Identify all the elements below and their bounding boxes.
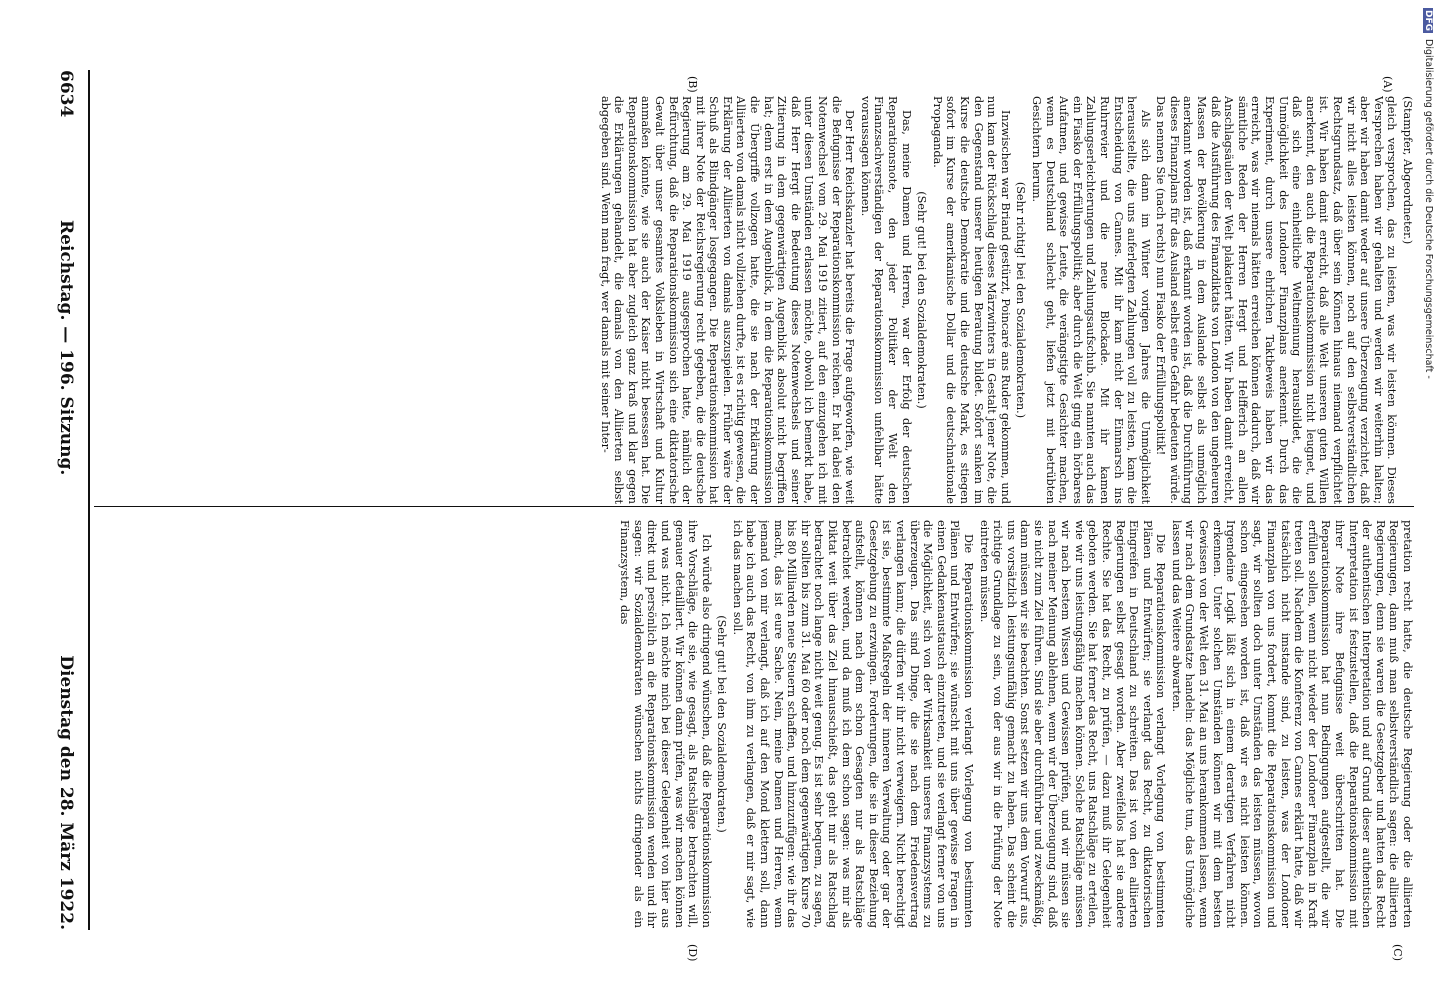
- left-column: [98, 96, 1414, 504]
- page-number: 6634: [56, 70, 76, 118]
- footer-text-line: [1418, 8, 1434, 992]
- paragraph: Der Herr Reichskanzler hat bereits die Frage aufgeworfen, wie weit die Befugnisse der Reparationskommission reichen. Er hat dabei den Notenwechsel vom 29. Mai 1919 zitiert, auf den einzugehen ich mit unter diesen Umständen erlassen möchte, obwohl ich bemerkt habe, daß Herr Hergt die Bedeutung dieses Notenwechsels und seiner Zitierung in dem gegenwärtigen Augenblick absolut nicht begriffen hat; denn erst in dem Augenblick, in dem die Reparationskommission die Übergriffe vollzogen hatte, die sie nach der Erklärung der Alliierten von damals nicht vollziehen durfte, ist es richtig gewesen, die Erklärung der Alliierten von damals auszuspielen. Früher wäre der Schuß als Blindgänger losgegangen. Die Reparationskommission hat mit ihrer Note der Reichsregierung recht gegeben, die die deutsche Regierung am 29. Mai 1919 ausgesprochen hatte, nämlich der Befürchtung, daß die Reparationskommission sich eine diktatorische Gewalt über unser gesamtes Volksleben in Wirtschaft und Kultur anmaßen könnte, wie sie auch der Kaiser nicht besessen hat. Die Reparationskommission hat aber zugleich ganz kraß und klar gegen die Erklärungen gehandelt, die damals von den Alliierten selbst abgegeben sind. Wenn man fragt, wer damals mit seiner Inter-: [598, 96, 857, 504]
- speaker-line: (Stampfer, Abgeordneter.): [1401, 96, 1414, 245]
- right-column: [98, 520, 1414, 928]
- paragraph: pretation recht hatte, die deutsche Regierung oder die alliierten Regierungen, dann muß man selbstverständlich sagen: die alliierten Regierungen, denn sie waren die Gesetzgeber und hatten das Recht der authentischen Interpretation und auf Grund dieser authentischen Interpretation ist festzustellen, daß die Reparationskommission mit ihrer Note ihre Befugnisse weit überschritten hat. Die Reparationskommission hat nun Bedingungen aufgestellt, die wir erfüllen sollen, wenn nicht wieder der Londoner Finanzplan in Kraft treten soll. Nachdem die Konferenz von Cannes erklärt hatte, daß wir tatsächlich nicht imstande sind, zu leisten, was der Londoner Finanzplan von uns fordert, kommt die Reparationskommission und sagt, wir sollten doch unter Umständen das leisten müssen, wovon schon eingesehen worden ist, daß wir es nicht leisten können. Irgendeine Logik läßt sich in einem derartigen Verfahren nicht erkennen. Unter solchen Umständen können wir mit dem besten Gewissen von der Welt den 31. Mai an uns herankommen lassen, wenn wir nach dem Grundsatze handeln: das Mögliche tun, das Unmögliche lassen und das Weitere abwarten.: [1169, 520, 1414, 928]
- paragraph: Das, meine Damen und Herren, war der Erfolg der deutschen Reparationsnote, den jeder Politiker der Welt den Finanzsachverständigen der Reparationskommission unfehlbar hätte voraussagen können.: [858, 96, 913, 504]
- paragraph: Ich würde also dringend wünschen, daß die Reparationskommission ihre Vorschläge, die sie, wie gesagt, als Ratschläge betrachten will, genauer detailliert. Wir können dann prüfen, was wir machen können und was nicht. Ich möchte mich bei dieser Gelegenheit von hier aus direkt und persönlich an die Reparationskommission wenden und ihr sagen: wir Sozialdemokraten wünschen nichts dringender als ein Finanzsystem, das: [618, 520, 713, 928]
- interjection: (Sehr gut! bei den Sozialdemokraten.): [915, 191, 929, 409]
- header-rule: [88, 70, 90, 930]
- interjection: (Sehr richtig! bei den Sozialdemokraten.): [1014, 181, 1028, 419]
- footer-credit: Digitalisierung gefördert durch die Deutsche Forschungsgemeinschaft -: [1423, 39, 1434, 379]
- running-header: [50, 70, 78, 930]
- paragraph: Die Reparationskommission verlangt Vorlegung von bestimmten Plänen und Entwürfen; sie wünscht mit uns über gewisse Fragen in einen Gedankenaustausch einzutreten, und sie verlangt ferner von uns die Möglichkeit, sich von der Wirksamkeit unseres Finanzsystems zu überzeugen. Das sind Dinge, die sie nach dem Friedensvertrag verlangen kann; die dürfen wir ihr nicht verweigern. Nicht berechtigt ist sie, bestimmte Maßregeln der inneren Verwaltung oder gar der Gesetzgebung zu erzwingen. Forderungen, die sie in dieser Beziehung aufstellt, können nach dem schon Gesagten nur als Ratschläge betrachtet werden, und da muß ich dem schon sagen: was mir als Diktat weit über das Ziel hinausschießt, das geht mir als Ratschlag betrachtet noch lange nicht weit genug. Es ist sehr bequem, zu sagen, ihr sollten bis zum 31. Mai 60 oder noch dem gegenwärtigen Kurse 70 bis 80 Milliarden neue Steuern schaffen, und hinzuzufügen: wie ihr das macht, das ist eure Sache. Nein, meine Damen und Herren, wenn jemand von mir verlangt, daß ich auf den Mond klettern soll, dann habe ich auch das Recht, von ihm zu verlangen, daß er mir sagt, wie ich das machen soll.: [730, 520, 975, 928]
- paragraph: Die Reparationskommission verlangt Vorlegung von bestimmten Plänen und Entwürfen; sie verlangt das Recht, zu diktatorischen Eingreifen in Deutschland zu schreiten. Das ist von den alliierten Regierungen selbst gesagt worden. Aber zweifellos hat sie andere Rechte. Sie hat das Recht, zu prüfen, — dazu muß ihr Gelegenheit geboten werden. Sie hat ferner das Recht, uns Ratschläge zu erteilen, wie wir uns leistungsfähig machen können. Solche Ratschläge müssen wir nach bestem Wissen und Gewissen prüfen, und wir müssen sie nach meiner Meinung ablehnen, wenn wir der Überzeugung sind, daß sie nicht zum Ziel führen. Sind sie aber durchführbar und zweckmäßig, dann müssen wir sie beachten. Sonst setzen wir uns dem Vorwurf aus, uns vorsätzlich leistungsunfähig gemacht zu haben. Das scheint die richtige Grundlage zu sein, von der aus wir in die Prüfung der Note eintreten müssen.: [977, 520, 1168, 928]
- margin-marker-a: (A): [1381, 76, 1394, 93]
- margin-marker-d: (D): [686, 944, 699, 962]
- dfg-logo: DFG: [1423, 10, 1433, 32]
- margin-marker-c: (C): [1391, 944, 1404, 961]
- interjection: (Sehr gut! bei den Sozialdemokraten.): [715, 615, 729, 833]
- header-title: Reichstag. — 196. Sitzung.: [56, 220, 76, 476]
- column-divider: [94, 506, 1414, 507]
- margin-marker-b: (B): [686, 76, 699, 93]
- paragraph: gleich versprochen, das zu leisten, was wir leisten können. Dieses Versprechen haben wir gehalten und werden wir weiterhin halten; aber wir haben damit weder auf unsere Überzeugung verzichtet, daß wir nicht alles leisten können, noch auf den selbstverständlichen Rechtsgrundsatz, daß über sein Können hinaus niemand verpflichtet ist. Wir haben damit erreicht, daß alle Welt unseren guten Willen anerkennt, den auch die Reparationskommission nicht leugnet, und daß sich eine einheitliche Weltmeinung herausbildet, die die Unmöglichkeit des Londoner Finanzplans anerkennt. Durch das Experiment, durch unsere ehrlichen Taktbeweis haben wir das erreicht, was wir niemals hätten erreichen können dadurch, daß wir sämtliche Reden der Herren Hergt und Helfferich an allen Anschlagsäulen der Welt plakatiert hätten. Wir haben damit erreicht, daß die Ausführung des Finanzdiktats von London von den ungeheuren Massen der Bevölkerung in dem Auslande selbst als unmöglich anerkannt worden ist, daß erkannt worden ist, daß die Durchführung dieses Finanzplans für das Ausland selbst eine Gefahr bedeuten würde. Das nennen Sie (nach rechts) nun Fiasko der Erfüllungspolitik!: [1154, 96, 1399, 504]
- paragraph: Als sich dann im Winter vorigen Jahres die Unmöglichkeit herausstellte, die uns auferlegten Zahlungen voll zu leisten, kam die Entscheidung von Cannes. Mit ihr kam nicht der Einmarsch ins Ruhrrevier und die neue Blockade. Mit ihr kamen Zahlungserleichterungen und Zahlungsaufschub. Sie nannten auch das ein Fiasko der Erfüllungspolitik; aber durch die Welt ging ein hörbares Aufatmen, und gewisse Leute, die verängstigte Gesichter machen, wenn es Deutschland schlecht geht, liefen jetzt mit betrübten Gesichtern herum.: [1029, 96, 1152, 504]
- paragraph: Inzwischen war Briand gestürzt, Poincaré ans Ruder gekommen, und nun kam der Rückschlag dieses Märzwinters in Gestalt jener Note, die den Gegenstand unserer heutigen Beratung bildet. Sofort sanken im Kurse die deutsche Demokratie und die deutsche Mark, es stiegen sofort im Kurse der amerikanische Dollar und die deutschnationale Propaganda.: [930, 96, 1012, 504]
- digitization-footer: [1418, 8, 1434, 992]
- header-date: Dienstag den 28. März 1922.: [56, 655, 76, 930]
